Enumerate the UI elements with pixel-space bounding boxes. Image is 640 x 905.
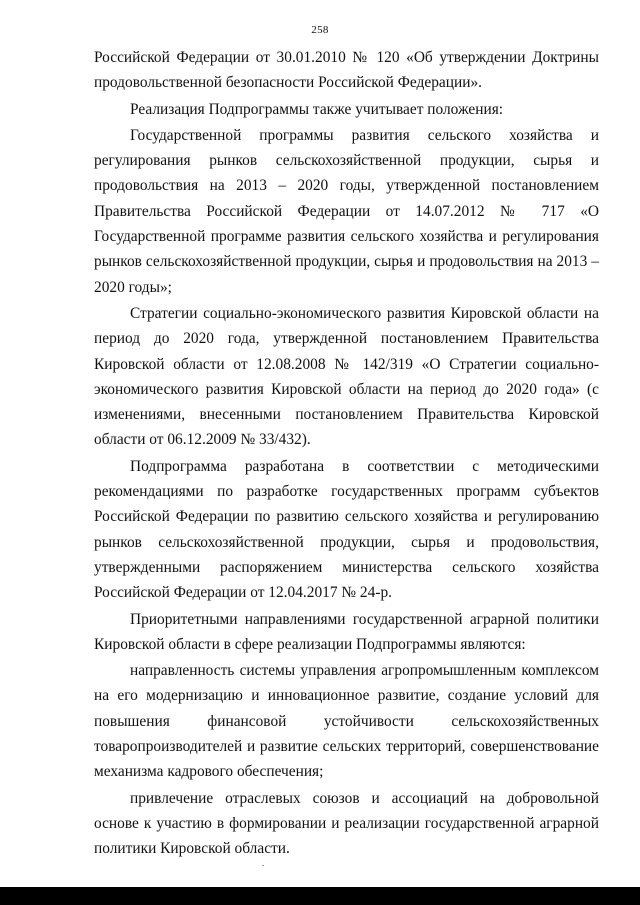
page-number: 258 xyxy=(311,24,329,36)
scan-speck xyxy=(262,865,264,866)
paragraph-priority-associations: привлечение отраслевых союзов и ассоциаций на добровольной основе к участию в формировании и реализации государственной аграрной политики Кировской области. xyxy=(94,789,599,858)
paragraph-priorities-intro: Приоритетными направлениями государственной аграрной политики Кировской области в сфере реализации Подпрограммы являются: xyxy=(94,610,599,653)
document-body xyxy=(94,45,599,863)
paragraph-priority-management: направленность системы управления агропромышленным комплексом на его модернизацию и инновационное развитие, создание условий для повышения финансовой устойчивости сельскохозяйственных товаропроизводителей и развитие сельских территорий, совершенствование механизма кадрового обеспечения; xyxy=(94,662,599,781)
paragraph-regional-strategy: Стратегии социально-экономического развития Кировской области на период до 2020 года, утвержденной постановлением Правительства Кировской области от 12.08.2008 № 142/319 «О Стратегии социально-экономического развития Кировской области на период до 2020 года» (с изменениями, внесенными постановлением Правительства Кировской области от 06.12.2009 № 33/432). xyxy=(94,304,599,449)
paragraph-provisions-intro: Реализация Подпрограммы также учитывает положения: xyxy=(130,100,504,118)
paragraph-state-program: Государственной программы развития сельского хозяйства и регулирования рынков сельскохозяйственной продукции, сырья и продовольствия на 2013 – 2020 годы, утвержденной постановлением Правительства Российской Федерации от 14.07.2012 № 717 «О Государственной программе развития сельского хозяйства и регулирования рынков сельскохозяйственной продукции, сырья и продовольствия на 2013 – 2020 годы»; xyxy=(94,126,599,296)
paragraph-methodology: Подпрограмма разработана в соответствии с методическими рекомендациями по разработке государственных программ субъектов Российской Федерации по развитию сельского хозяйства и регулированию рынков сельскохозяйственной продукции, сырья и продовольствия, утвержденными распоряжением министерства сельского хозяйства Российской Федерации от 12.04.2017 № 24-р. xyxy=(94,457,599,602)
paragraph-doctrine-reference: Российской Федерации от 30.01.2010 № 120 «Об утверждении Доктрины продовольственной безопасности Российской Федерации». xyxy=(94,49,599,92)
scan-bottom-border xyxy=(0,887,640,905)
